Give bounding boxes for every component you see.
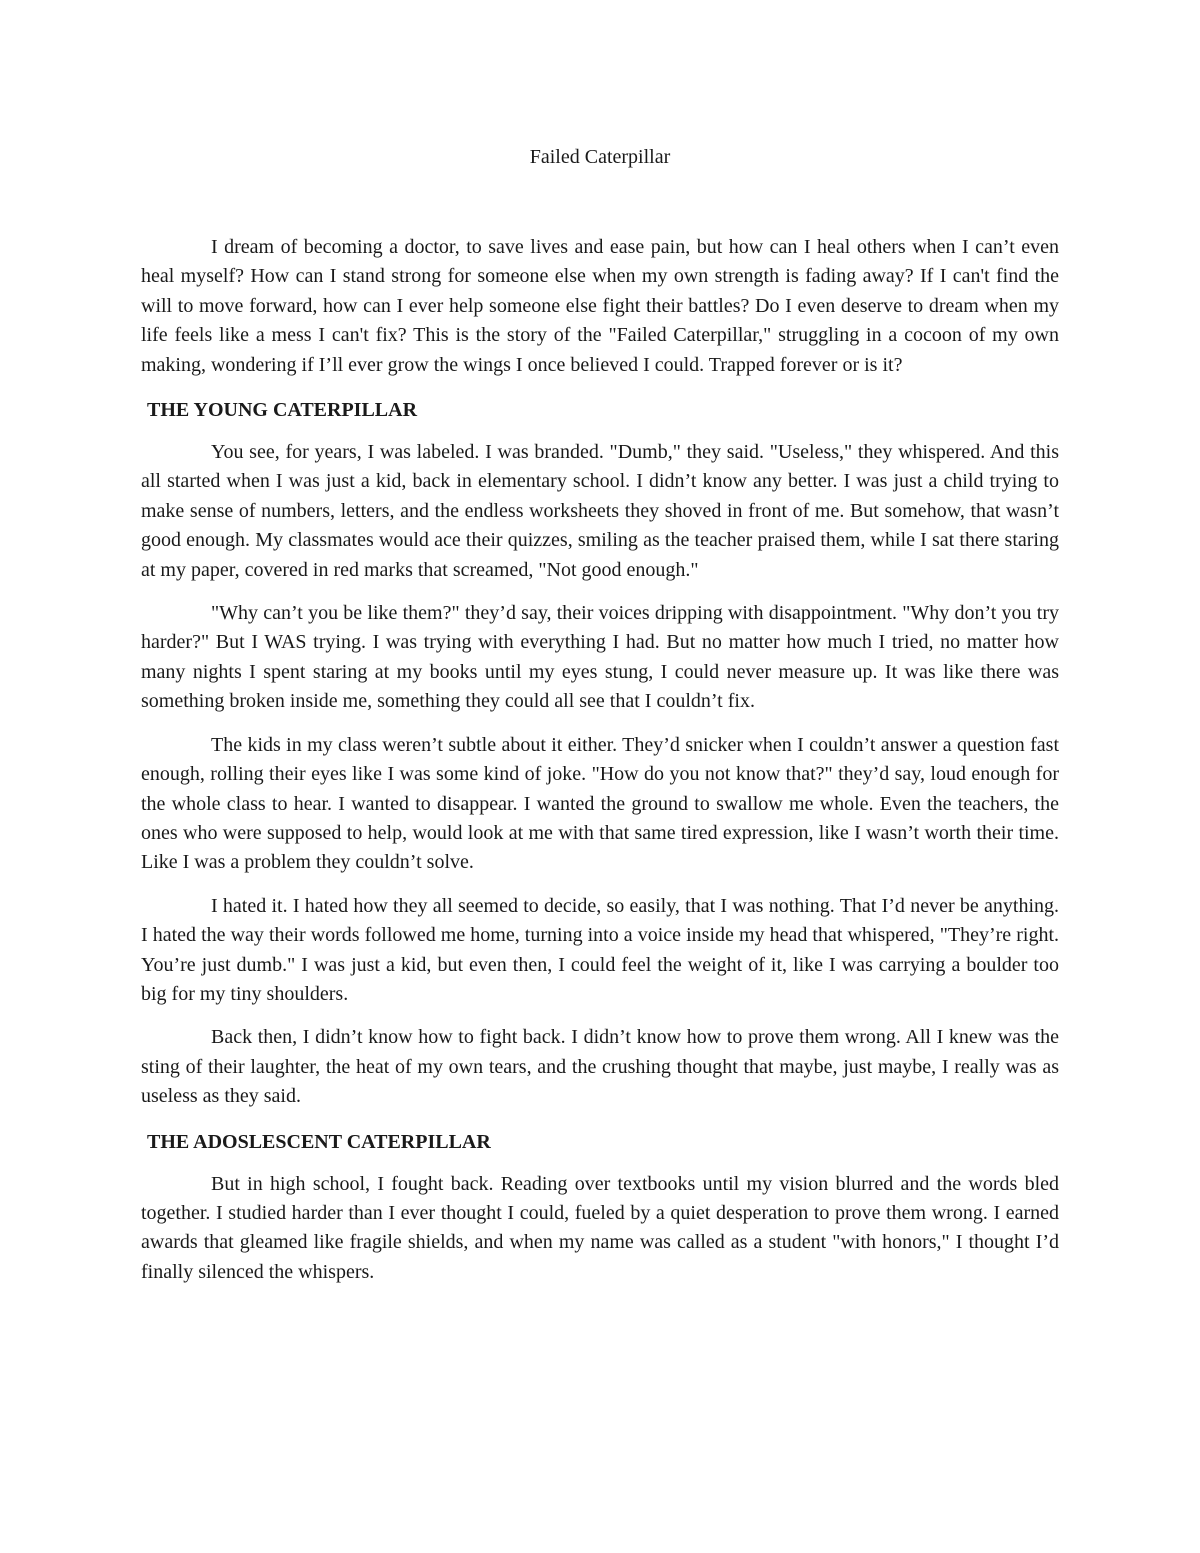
section-heading-young-caterpillar: THE YOUNG CATERPILLAR bbox=[147, 399, 418, 422]
section-heading-adolescent-caterpillar: THE ADOSLESCENT CATERPILLAR bbox=[147, 1130, 491, 1153]
paragraph: I hated it. I hated how they all seemed to decide, so easily, that I was nothing. That I’d never be anything. I hated the way their words followed me home, turning into a voice inside my head that whispered, "They’re right. You’re just dumb." I was just a kid, but even then, I could feel the weight of it, like I was carrying a boulder too big for my tiny shoulders. bbox=[141, 894, 1059, 1005]
paragraph: Back then, I didn’t know how to fight back. I didn’t know how to prove them wrong. All I knew was the sting of their laughter, the heat of my own tears, and the crushing thought that maybe, just maybe, I really was as useless as they said. bbox=[141, 1026, 1059, 1108]
paragraph: "Why can’t you be like them?" they’d say, their voices dripping with disappointment. "Why don’t you try harder?" But I WAS trying. I was trying with everything I had. But no matter how much I tried, no matter how many nights I spent staring at my books until my eyes stung, I could never measure up. It was like there was something broken inside me, something they could all see that I couldn’t fix. bbox=[141, 602, 1059, 713]
document-page bbox=[141, 143, 1059, 1301]
paragraph: But in high school, I fought back. Reading over textbooks until my vision blurred and the words bled together. I studied harder than I ever thought I could, fueled by a quiet desperation to prove them wrong. I earned awards that gleamed like fragile shields, and when my name was called as a student "with honors," I thought I’d finally silenced the whispers. bbox=[141, 1172, 1059, 1283]
page-title: Failed Caterpillar bbox=[529, 146, 671, 168]
intro-paragraph: I dream of becoming a doctor, to save lives and ease pain, but how can I heal others when I can’t even heal myself? How can I stand strong for someone else when my own strength is fading away? If I can't find the will to move forward, how can I ever help someone else fight their battles? Do I even deserve to dream when my life feels like a mess I can't fix? This is the story of the "Failed Caterpillar," struggling in a cocoon of my own making, wondering if I’ll ever grow the wings I once believed I could. Trapped forever or is it? bbox=[141, 236, 1059, 376]
paragraph: The kids in my class weren’t subtle about it either. They’d snicker when I couldn’t answer a question fast enough, rolling their eyes like I was some kind of joke. "How do you not know that?" they’d say, loud enough for the whole class to hear. I wanted to disappear. I wanted the ground to swallow me whole. Even the teachers, the ones who were supposed to help, would look at me with that same tired expression, like I wasn’t worth their time. Like I was a problem they couldn’t solve. bbox=[141, 733, 1059, 874]
paragraph: You see, for years, I was labeled. I was branded. "Dumb," they said. "Useless," they whispered. And this all started when I was just a kid, back in elementary school. I didn’t know any better. I was just a child trying to make sense of numbers, letters, and the endless worksheets they shoved in front of me. But somehow, that wasn’t good enough. My classmates would ace their quizzes, smiling as the teacher praised them, while I sat there staring at my paper, covered in red marks that screamed, "Not good enough." bbox=[141, 441, 1059, 581]
